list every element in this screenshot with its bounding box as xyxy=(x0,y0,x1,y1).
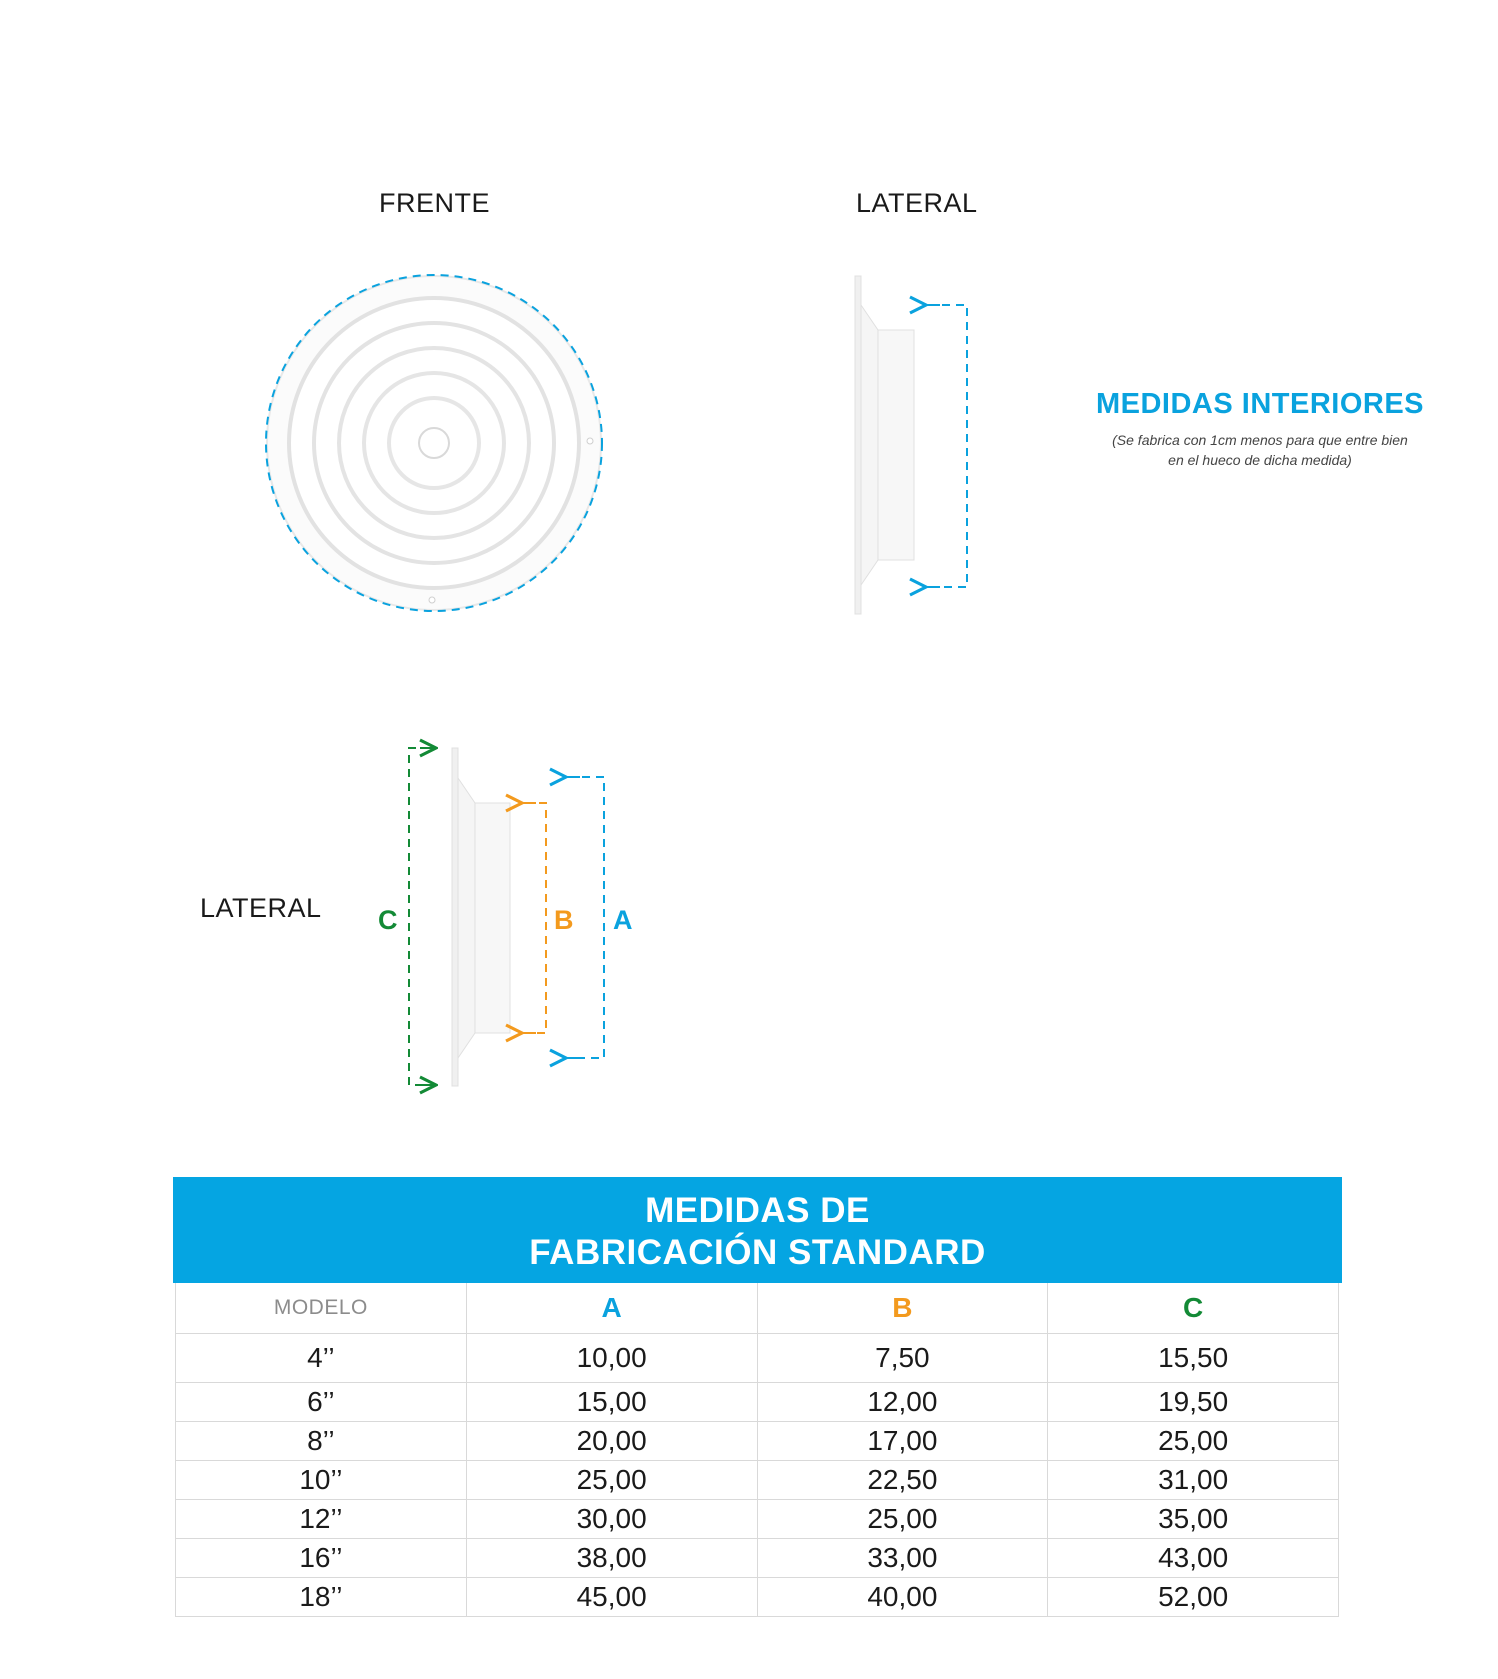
side-view-bottom-label: LATERAL xyxy=(200,893,322,923)
cell-c: 19,50 xyxy=(1048,1383,1339,1422)
dimension-c-line xyxy=(409,748,430,1085)
front-view-diffuser xyxy=(266,275,602,611)
cell-a: 10,00 xyxy=(466,1334,757,1383)
dimension-b-letter: B xyxy=(554,905,574,935)
table-row xyxy=(176,1383,1339,1422)
header-b: B xyxy=(757,1283,1048,1334)
table-header-row xyxy=(176,1283,1339,1334)
cell-c: 52,00 xyxy=(1048,1578,1339,1617)
cell-c: 43,00 xyxy=(1048,1539,1339,1578)
cell-a: 38,00 xyxy=(466,1539,757,1578)
cell-model: 18’’ xyxy=(176,1578,467,1617)
table-row xyxy=(176,1461,1339,1500)
note-line-2: en el hueco de dicha medida) xyxy=(1168,452,1352,468)
table-title xyxy=(173,1177,1342,1283)
dimension-c-letter: C xyxy=(378,905,398,935)
cell-b: 25,00 xyxy=(757,1500,1048,1539)
cell-b: 22,50 xyxy=(757,1461,1048,1500)
cell-model: 12’’ xyxy=(176,1500,467,1539)
side-view-top-label: LATERAL xyxy=(856,188,978,218)
cell-model: 6’’ xyxy=(176,1383,467,1422)
note-title: MEDIDAS INTERIORES xyxy=(1095,388,1425,420)
cell-model: 4’’ xyxy=(176,1334,467,1383)
cell-a: 45,00 xyxy=(466,1578,757,1617)
cell-b: 17,00 xyxy=(757,1422,1048,1461)
cell-model: 8’’ xyxy=(176,1422,467,1461)
header-a: A xyxy=(466,1283,757,1334)
dimensions-grid xyxy=(175,1283,1339,1617)
side-view-top xyxy=(855,276,967,614)
table-row xyxy=(176,1334,1339,1383)
header-model: MODELO xyxy=(176,1283,467,1334)
table-row xyxy=(176,1500,1339,1539)
table-title-line-2: FABRICACIÓN STANDARD xyxy=(529,1233,986,1272)
note-text xyxy=(1050,430,1470,470)
cell-b: 12,00 xyxy=(757,1383,1048,1422)
cell-a: 25,00 xyxy=(466,1461,757,1500)
header-c: C xyxy=(1048,1283,1339,1334)
cell-c: 15,50 xyxy=(1048,1334,1339,1383)
cell-c: 25,00 xyxy=(1048,1422,1339,1461)
table-row xyxy=(176,1422,1339,1461)
cell-b: 33,00 xyxy=(757,1539,1048,1578)
cell-b: 40,00 xyxy=(757,1578,1048,1617)
dimensions-table xyxy=(173,1177,1342,1617)
side-view-dimensions xyxy=(409,748,604,1086)
cell-model: 10’’ xyxy=(176,1461,467,1500)
cell-c: 31,00 xyxy=(1048,1461,1339,1500)
table-row xyxy=(176,1539,1339,1578)
cell-a: 30,00 xyxy=(466,1500,757,1539)
cell-a: 20,00 xyxy=(466,1422,757,1461)
cell-model: 16’’ xyxy=(176,1539,467,1578)
table-title-line-1: MEDIDAS DE xyxy=(645,1191,870,1230)
table-row xyxy=(176,1578,1339,1617)
dimension-a-letter: A xyxy=(613,905,633,935)
front-view-label: FRENTE xyxy=(379,188,490,218)
note-line-1: (Se fabrica con 1cm menos para que entre bien xyxy=(1112,432,1408,448)
cell-a: 15,00 xyxy=(466,1383,757,1422)
dimension-b-line xyxy=(525,803,546,1033)
cell-b: 7,50 xyxy=(757,1334,1048,1383)
cell-c: 35,00 xyxy=(1048,1500,1339,1539)
